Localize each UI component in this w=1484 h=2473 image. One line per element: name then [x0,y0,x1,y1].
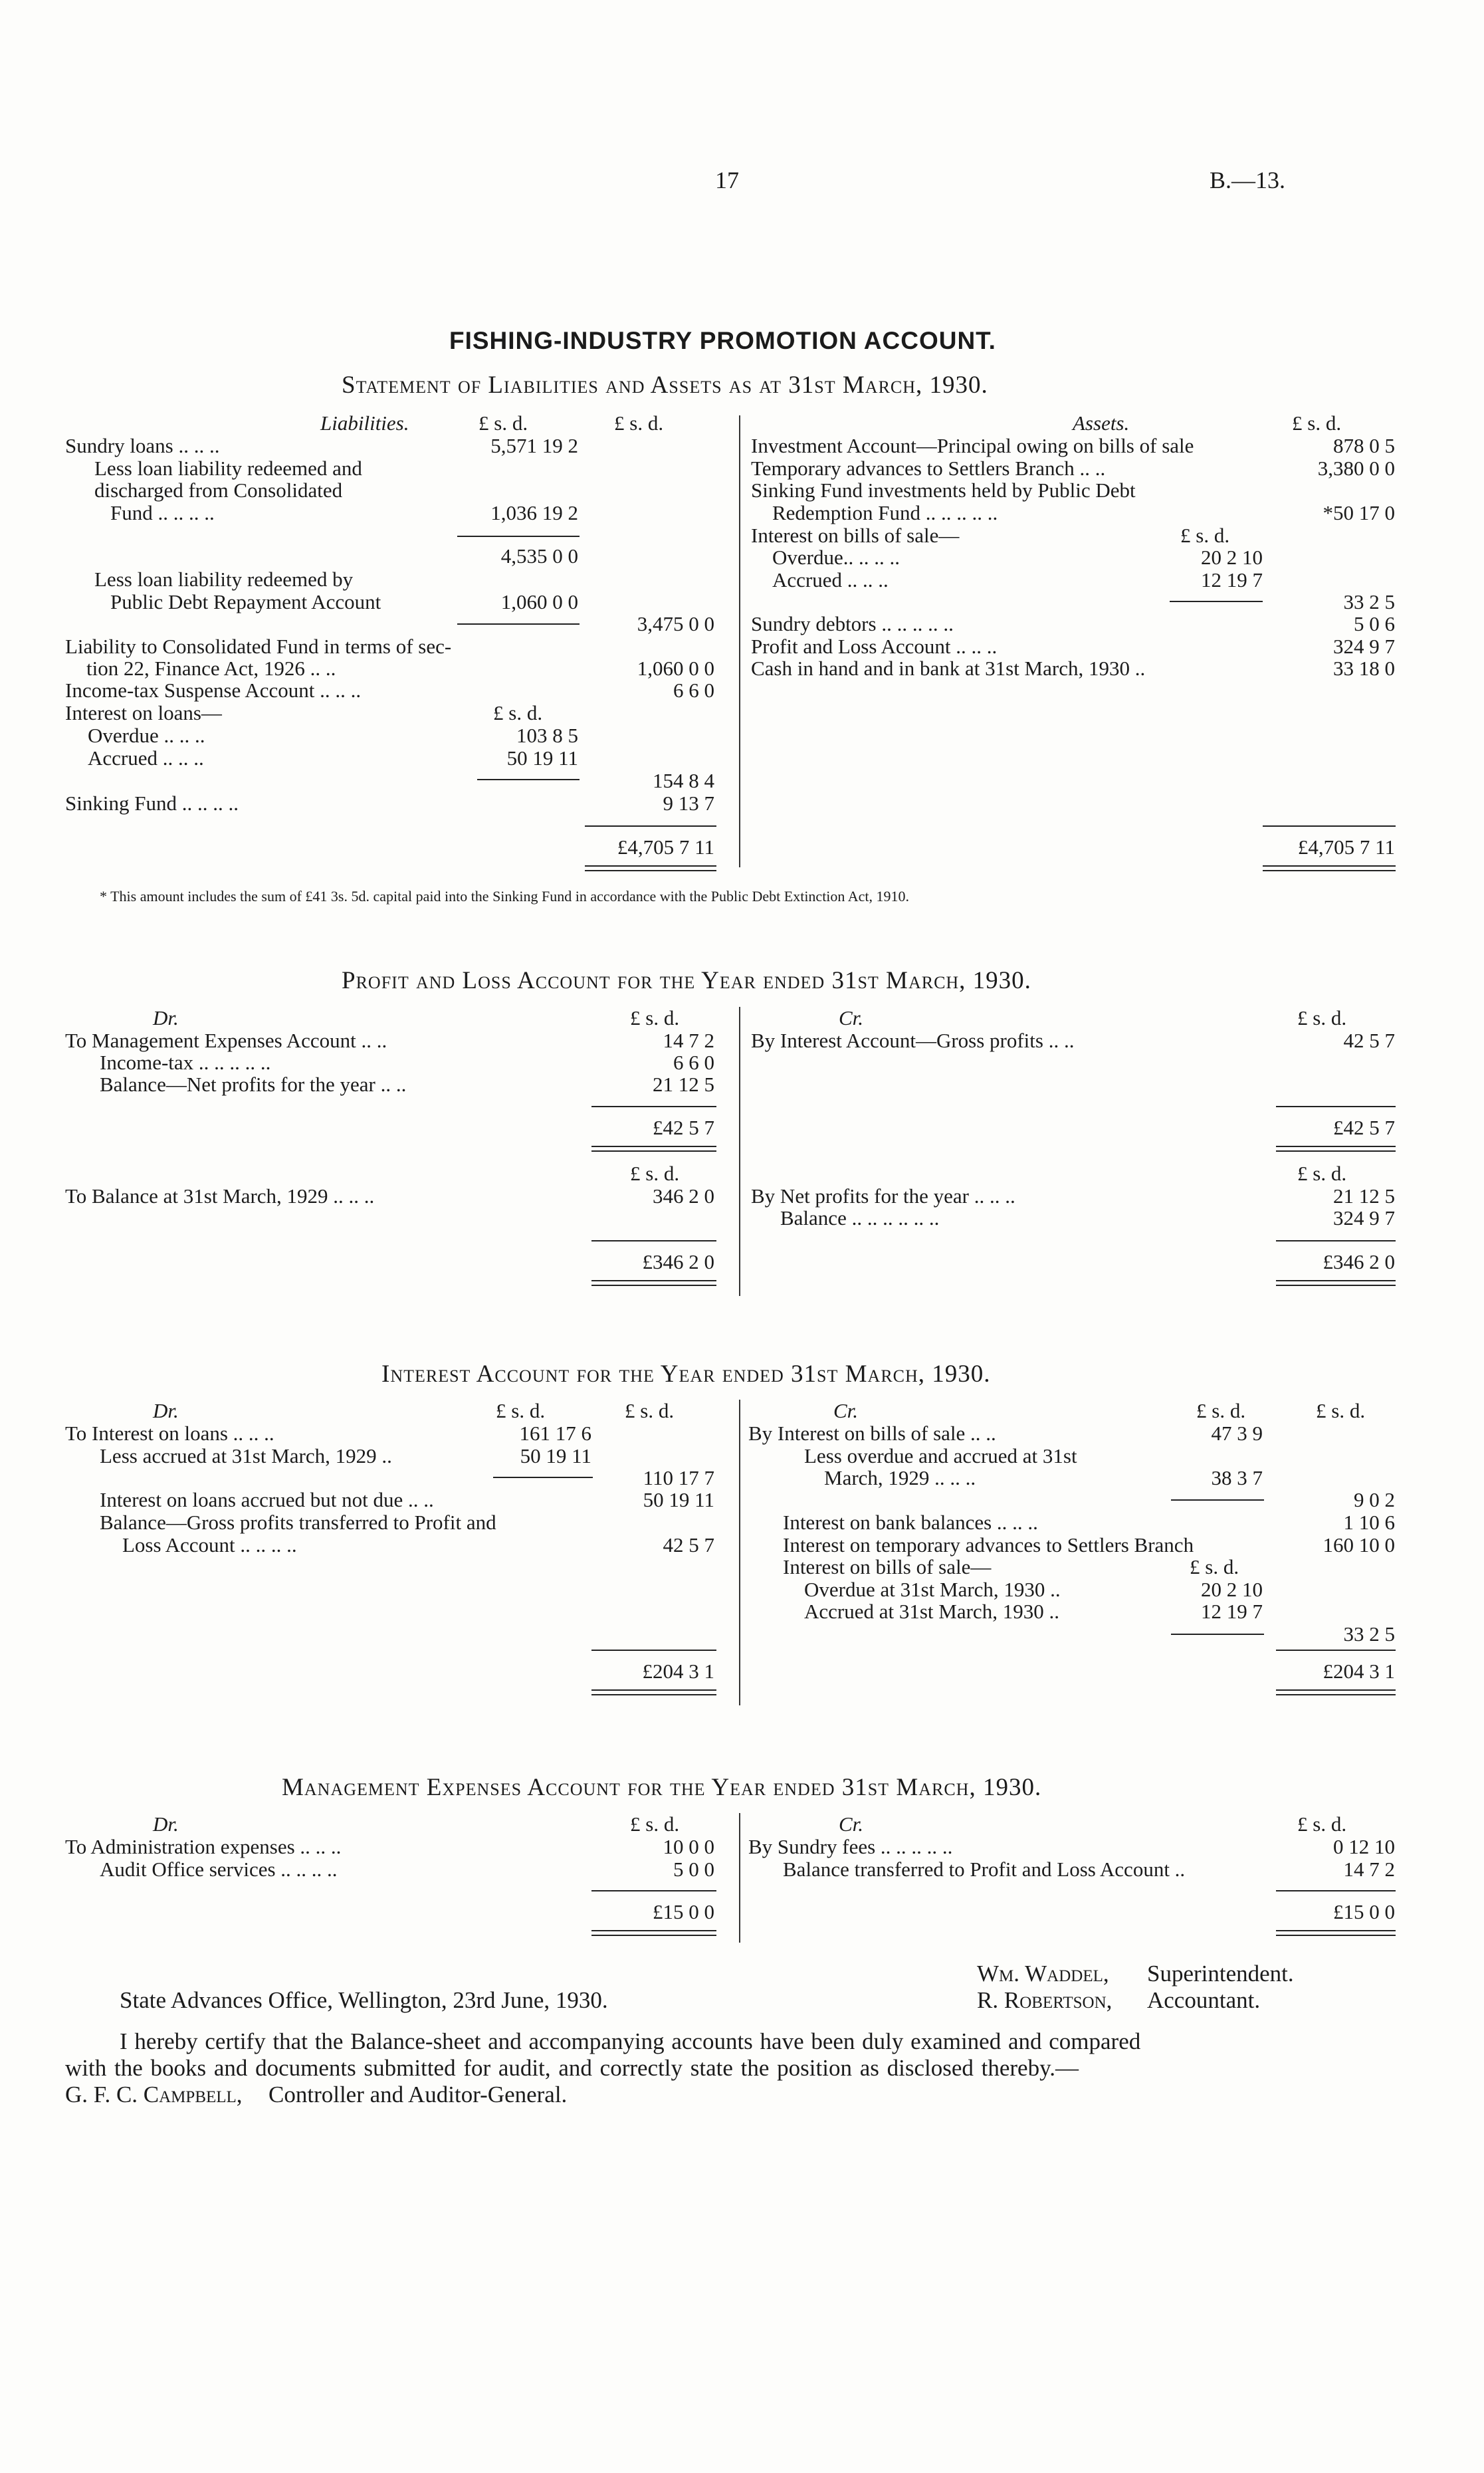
liability-total-value: 3,475 0 0 [637,612,714,635]
liability-line: Accrued .. .. .. [88,746,204,770]
asset-line: Overdue.. .. .. .. [772,546,900,569]
asset-line: Cash in hand and in bank at 31st March, 1930 .. [751,657,1146,680]
interest-debit-line: Loss Account .. .. .. .. [122,1533,297,1557]
interest-credit-inner: 20 2 10 [1201,1578,1263,1601]
pl-credit-line: By Interest Account—Gross profits .. .. [751,1029,1075,1052]
interest-currency-head: £ s. d. [1196,1399,1246,1422]
mgmt-debit-total: £15 0 0 [653,1900,714,1923]
mgmt-currency-head: £ s. d. [630,1812,680,1836]
asset-interest-currency-head: £ s. d. [1180,524,1230,547]
pl-debit-value: 346 2 0 [653,1184,714,1208]
pl-currency-head: £ s. d. [630,1162,680,1185]
mgmt-debit-value: 10 0 0 [663,1835,714,1858]
double-rule [1276,1146,1396,1152]
management-subtitle: Management Expenses Account for the Year ended 31st March, 1930. [282,1774,1042,1801]
interest-debit-line: Balance—Gross profits transferred to Profit and [100,1511,496,1534]
interest-credit-value: 33 2 5 [1343,1622,1395,1646]
interest-subtitle: Interest Account for the Year ended 31st March, 1930. [381,1360,991,1388]
liability-total-value: 154 8 4 [653,769,714,792]
certificate-line: with the books and documents submitted for audit, and correctly state the position as disclosed thereby.— [65,2055,1079,2081]
page-title: FISHING-INDUSTRY PROMOTION ACCOUNT. [449,327,996,354]
interest-currency-head: £ s. d. [625,1399,675,1422]
interest-credit-line: Less overdue and accrued at 31st [804,1444,1077,1467]
liability-line: Public Debt Repayment Account [110,590,381,613]
rule [1170,601,1263,602]
rule [1276,1890,1396,1891]
pl-debit-value: 6 6 0 [673,1051,714,1074]
asset-total-value: 33 18 0 [1333,657,1395,680]
interest-credit-value: 9 0 2 [1354,1488,1395,1511]
interest-credit-line: March, 1929 .. .. .. [824,1466,976,1489]
rule [1276,1650,1396,1651]
liability-total-value: 6 6 0 [673,679,714,702]
liabilities-currency-head-2: £ s. d. [614,411,664,435]
asset-line: Investment Account—Principal owing on bills of sale [751,434,1194,457]
signature-role: Superintendent. [1147,1961,1294,1987]
interest-debit-value: 110 17 7 [643,1466,714,1489]
asset-total-value: 3,380 0 0 [1317,457,1395,480]
profit-loss-subtitle: Profit and Loss Account for the Year ended 31st March, 1930. [342,967,1031,994]
office-date: State Advances Office, Wellington, 23rd June, 1930. [120,1987,608,2013]
mgmt-credit-total: £15 0 0 [1333,1900,1395,1923]
liability-value: 1,036 19 2 [490,501,578,524]
mgmt-credit-line: By Sundry fees .. .. .. .. .. [748,1835,953,1858]
pl-debit-total: £346 2 0 [642,1250,714,1273]
liability-value: 4,535 0 0 [500,544,578,568]
pl-currency-head: £ s. d. [1297,1006,1347,1029]
pl-debit-line: To Balance at 31st March, 1929 .. .. .. [65,1184,375,1208]
pl-debit-line: Income-tax .. .. .. .. .. [100,1051,271,1074]
mgmt-currency-head: £ s. d. [1297,1812,1347,1836]
liability-line: Fund .. .. .. .. [110,501,215,524]
double-rule [1276,1689,1396,1695]
liability-line: Liability to Consolidated Fund in terms of sec- [65,635,452,658]
interest-debit-line: Less accrued at 31st March, 1929 .. [100,1444,392,1467]
pl-debit-line: To Management Expenses Account .. .. [65,1029,387,1052]
liability-line: tion 22, Finance Act, 1926 .. .. [86,657,336,680]
pl-currency-head: £ s. d. [630,1006,680,1029]
interest-credit-inner: 38 3 7 [1211,1466,1263,1489]
asset-line: Accrued .. .. .. [772,568,889,591]
rule [1171,1499,1264,1501]
liability-line: Income-tax Suspense Account .. .. .. [65,679,362,702]
pl-credit-line: Balance .. .. .. .. .. .. [780,1206,940,1230]
asset-value: 12 19 7 [1201,568,1263,591]
interest-currency-head: £ s. d. [493,701,543,724]
rule [591,1240,716,1241]
double-rule [591,1280,716,1286]
mgmt-credit-value: 14 7 2 [1343,1858,1395,1881]
certificate-line: I hereby certify that the Balance-sheet and accompanying accounts have been duly examined and compared [120,2028,1141,2054]
double-rule [591,1146,716,1152]
liability-line: Less loan liability redeemed and [94,457,362,480]
interest-debit-value: 50 19 11 [643,1488,714,1511]
rule [585,825,716,827]
double-rule [1276,1280,1396,1286]
asset-total-value: 5 0 6 [1354,612,1395,635]
liabilities-grand-total: £4,705 7 11 [617,835,714,859]
debit-label: Dr. [153,1399,179,1422]
assets-grand-total: £4,705 7 11 [1297,835,1395,859]
double-rule [585,865,716,871]
pl-credit-value: 324 9 7 [1333,1206,1395,1230]
asset-total-value: 878 0 5 [1333,434,1395,457]
pl-debit-value: 21 12 5 [653,1073,714,1096]
liability-line: Sundry loans .. .. .. [65,434,220,457]
interest-credit-line: Interest on temporary advances to Settlers Branch [783,1533,1194,1557]
asset-line: Sinking Fund investments held by Public Debt [751,479,1136,502]
debit-label: Dr. [153,1006,179,1029]
pl-credit-total: £346 2 0 [1323,1250,1395,1273]
liabilities-heading: Liabilities. [320,411,409,435]
pl-debit-total: £42 5 7 [653,1116,714,1139]
interest-debit-line: Interest on loans accrued but not due .. .. [100,1488,434,1511]
liability-line: discharged from Consolidated [94,479,343,502]
pl-credit-value: 42 5 7 [1343,1029,1395,1052]
pl-credit-total: £42 5 7 [1333,1116,1395,1139]
interest-debit-line: To Interest on loans .. .. .. [65,1422,274,1445]
liability-value: 1,060 0 0 [500,590,578,613]
double-rule [591,1689,716,1695]
mgmt-credit-line: Balance transferred to Profit and Loss Account .. [783,1858,1186,1881]
credit-label: Cr. [839,1812,864,1836]
signature-role: Accountant. [1147,1987,1261,2013]
interest-debit-value: 42 5 7 [663,1533,714,1557]
assets-currency-head: £ s. d. [1292,411,1342,435]
document-reference: B.—13. [1210,167,1286,193]
asset-value: 20 2 10 [1201,546,1263,569]
liability-total-value: 1,060 0 0 [637,657,714,680]
mgmt-debit-line: To Administration expenses .. .. .. [65,1835,342,1858]
pl-currency-head: £ s. d. [1297,1162,1347,1185]
signature-name: Wm. Waddel, [977,1961,1109,1987]
asset-total-value: 33 2 5 [1343,590,1395,613]
asset-total-value: 324 9 7 [1333,635,1395,658]
liability-line: Sinking Fund .. .. .. .. [65,792,239,815]
rule [477,779,580,780]
rule [457,536,580,537]
interest-credit-total: £204 3 1 [1323,1660,1395,1683]
rule [1276,1240,1396,1241]
liability-total-value: 9 13 7 [663,792,714,815]
rule [1276,1106,1396,1107]
pl-credit-line: By Net profits for the year .. .. .. [751,1184,1015,1208]
rule [493,1477,593,1478]
interest-debit-inner: 161 17 6 [519,1422,591,1445]
interest-divider [739,1400,740,1705]
asset-line: Temporary advances to Settlers Branch .. .. [751,457,1106,480]
auditor-role: Controller and Auditor-General. [268,2082,568,2107]
debit-label: Dr. [153,1812,179,1836]
interest-credit-line: Interest on bills of sale— [783,1555,992,1578]
interest-credit-inner: 47 3 9 [1211,1422,1263,1445]
liabilities-currency-head-1: £ s. d. [478,411,528,435]
rule [457,623,580,625]
rule [1263,825,1396,827]
rule [1171,1634,1264,1635]
pl-debit-value: 14 7 2 [663,1029,714,1052]
assets-heading: Assets. [1073,411,1130,435]
interest-credit-inner: 12 19 7 [1201,1600,1263,1623]
rule [591,1106,716,1107]
rule [591,1890,716,1891]
mgmt-debit-value: 5 0 0 [673,1858,714,1881]
liability-line: Overdue .. .. .. [88,724,205,747]
liability-value: 50 19 11 [506,746,578,770]
liability-value: 5,571 19 2 [490,434,578,457]
credit-label: Cr. [839,1006,864,1029]
auditor-name: G. F. C. Campbell, [65,2082,243,2107]
pl-debit-line: Balance—Net profits for the year .. .. [100,1073,407,1096]
interest-currency-head: £ s. d. [1190,1555,1239,1578]
liability-line: Less loan liability redeemed by [94,568,354,591]
interest-debit-inner: 50 19 11 [520,1444,591,1467]
interest-credit-value: 1 10 6 [1343,1511,1395,1534]
interest-credit-line: Accrued at 31st March, 1930 .. [804,1600,1059,1623]
balance-sheet-subtitle: Statement of Liabilities and Assets as at 31st March, 1930. [342,372,988,399]
management-divider [739,1813,740,1943]
signature-name: R. Robertson, [977,1987,1113,2013]
asset-line: Sundry debtors .. .. .. .. .. [751,612,954,635]
asset-line: Redemption Fund .. .. .. .. .. [772,501,998,524]
liability-value: 103 8 5 [516,724,578,747]
credit-label: Cr. [833,1399,859,1422]
double-rule [591,1930,716,1936]
interest-currency-head: £ s. d. [496,1399,546,1422]
page-number: 17 [715,167,739,193]
profit-loss-divider [739,1007,740,1296]
double-rule [1276,1930,1396,1936]
pl-credit-value: 21 12 5 [1333,1184,1395,1208]
interest-credit-line: Overdue at 31st March, 1930 .. [804,1578,1061,1601]
rule [591,1650,716,1651]
interest-credit-value: 160 10 0 [1323,1533,1395,1557]
mgmt-credit-value: 0 12 10 [1333,1835,1395,1858]
double-rule [1263,865,1396,871]
balance-sheet-divider [739,415,740,867]
interest-debit-total: £204 3 1 [642,1660,714,1683]
interest-credit-line: By Interest on bills of sale .. .. [748,1422,996,1445]
mgmt-debit-line: Audit Office services .. .. .. .. [100,1858,338,1881]
footnote: * This amount includes the sum of £41 3s. 5d. capital paid into the Sinking Fund in accordance with the Public Debt Extinction Act, 1910. [100,888,909,905]
asset-line: Interest on bills of sale— [751,524,960,547]
interest-credit-line: Interest on bank balances .. .. .. [783,1511,1038,1534]
interest-currency-head: £ s. d. [1316,1399,1366,1422]
liability-line: Interest on loans— [65,701,222,724]
asset-line: Profit and Loss Account .. .. .. [751,635,998,658]
asset-total-value: *50 17 0 [1323,501,1395,524]
